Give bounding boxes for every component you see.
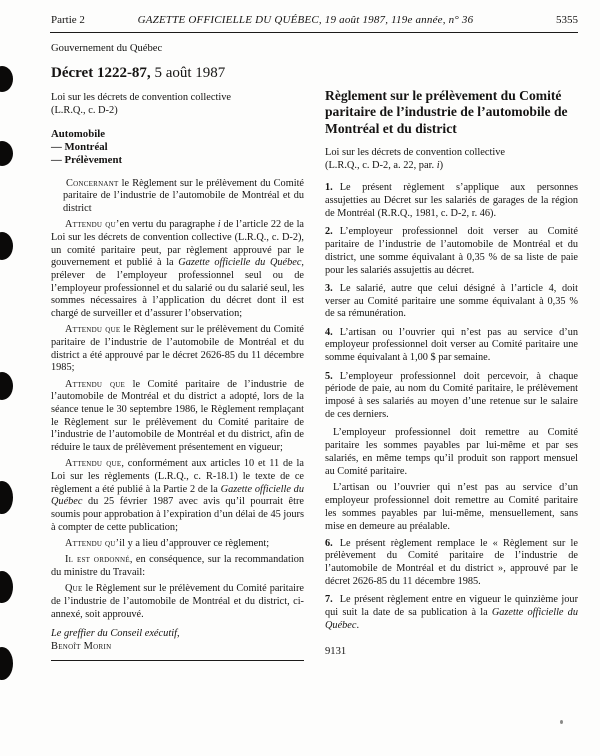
binding-mark-artifact bbox=[0, 481, 13, 514]
article-number: 4. bbox=[325, 326, 333, 338]
article bbox=[325, 226, 578, 277]
header-part-label: Partie 2 bbox=[51, 14, 85, 26]
recital-paragraph: Attendu que le Comité paritaire de l’industrie de l’automobile de Montréal et du district a adopté, lors de la séance tenue le 30 septembre 1986, le Règlement remplaçant le Règlement sur le prélèvement du Comité paritaire de l’industrie de l’automobile de Montréal et du district, afin de réduire le taux de prélèvement présentement en vigueur; bbox=[51, 378, 305, 454]
article-text: L’employeur professionnel doit verser au Comité paritaire de l’industrie de l’automobile de Montréal et du district, une somme équivalant à 0,35 % de sa liste de paie pour les salariés assujettis au décret. bbox=[325, 226, 578, 276]
binding-mark-artifact bbox=[0, 66, 13, 92]
article-number: 1. bbox=[325, 182, 333, 194]
article-text: Le présent règlement remplace le « Règlement sur le prélèvement du Comité paritaire de l’industrie de l’automobile de Montréal et du district », approuvé par le décret 2626-85 du 11 décembre 1985. bbox=[325, 537, 578, 588]
article-text: L’employeur professionnel doit percevoir, à chaque période de paie, au nom du Comité paritaire, le prélèvement imposé à ses salariés au moyen d’une retenue sur le salaire de ces derniers. bbox=[325, 370, 578, 420]
article bbox=[325, 594, 578, 632]
binding-mark-artifact bbox=[0, 647, 13, 680]
binding-mark-artifact bbox=[0, 232, 13, 260]
government-label: Gouvernement du Québec bbox=[51, 43, 163, 54]
decree-heading bbox=[51, 64, 304, 82]
decree-number: Décret 1222-87, bbox=[51, 65, 151, 81]
recital-paragraph: Attendu que le Règlement sur le prélèvement du Comité paritaire de l’industrie de l’automobile de Montréal et du district a été approuvé par le décret 2626-85 du 11 décembre 1985; bbox=[51, 324, 305, 374]
article-text: Le présent règlement entre en vigueur le quinzième jour qui suit la date de sa publication à la Gazette officielle du Québec. bbox=[325, 594, 578, 631]
header-rule bbox=[50, 32, 578, 33]
right-column bbox=[325, 88, 578, 657]
document-number: 9131 bbox=[325, 645, 347, 657]
law-reference-line: Loi sur les décrets de convention collective bbox=[51, 92, 232, 103]
recital-paragraph: Attendu qu’il y a lieu d’approuver ce règlement; bbox=[65, 538, 270, 550]
article-number: 5. bbox=[325, 370, 333, 382]
article bbox=[325, 327, 578, 365]
binding-mark-artifact bbox=[0, 372, 13, 400]
header-page-number: 5355 bbox=[556, 14, 578, 26]
signature-title: Le greffier du Conseil exécutif, bbox=[51, 628, 180, 640]
recital-paragraph: Que le Règlement sur le prélèvement du Comité paritaire de l’industrie de l’automobile de Montréal et du district, ci-annexé, soit approuvé. bbox=[51, 583, 304, 620]
article-continuation bbox=[325, 427, 578, 478]
article-number: 7. bbox=[325, 594, 333, 606]
regulation-law-reference bbox=[325, 146, 578, 172]
page-header bbox=[51, 14, 578, 26]
signatory-name: Benoît Morin bbox=[51, 641, 112, 653]
article bbox=[325, 371, 578, 422]
article bbox=[325, 182, 578, 220]
article-text: Le salarié, autre que celui désigné à l’article 4, doit verser au Comité paritaire une somme équivalant à 0,35 % de sa rémunération. bbox=[325, 282, 578, 320]
recital-paragraph: Attendu qu’en vertu du paragraphe i de l’article 22 de la Loi sur les décrets de convention collective (L.R.Q., c. D-2), un comité paritaire peut, par règlement approuvé par le gouvernement et publié à la Gazette officielle du Québec, prélever de l’employeur professionnel seul ou de l’employeur professionnel et du salarié ou du salarié seul, les sommes nécessaires à l’application du décret dont il est chargé de surveiller et d’assurer l’observation; bbox=[51, 219, 305, 320]
ink-speck-artifact bbox=[560, 720, 563, 724]
article bbox=[325, 283, 578, 321]
left-column bbox=[51, 64, 304, 661]
decree-date: 5 août 1987 bbox=[150, 65, 226, 81]
header-journal-title: GAZETTE OFFICIELLE DU QUÉBEC, 19 août 1987, 119e année, n° 36 bbox=[137, 14, 474, 26]
law-reference-line: (L.R.Q., c. D-2, a. 22, par. i) bbox=[325, 160, 444, 172]
article-number: 2. bbox=[325, 226, 333, 238]
subject-item: — Prélèvement bbox=[51, 154, 123, 167]
subject-item: — Montréal bbox=[51, 141, 108, 154]
binding-mark-artifact bbox=[0, 571, 13, 603]
subject-list bbox=[51, 128, 304, 168]
subject-item: Automobile bbox=[51, 128, 105, 140]
signature-block bbox=[51, 627, 304, 653]
regulation-title: Règlement sur le prélèvement du Comité paritaire de l’industrie de l’automobile de Montréal et du district bbox=[325, 88, 568, 136]
law-reference bbox=[51, 91, 304, 117]
article-text: L’artisan ou l’ouvrier qui n’est pas au service d’un employeur professionnel doit verser au Comité paritaire une somme équivalant à 1,00 $ par semaine. bbox=[325, 326, 578, 364]
binding-mark-artifact bbox=[0, 141, 13, 166]
recital-paragraph: Concernant le Règlement sur le prélèvement du Comité paritaire de l’industrie de l’automobile de Montréal et du district bbox=[63, 177, 304, 215]
article-text: L’employeur professionnel doit remettre au Comité paritaire les sommes payables par lui-même et par ses salariés, en même temps qu’il produit son rapport mensuel au Comité paritaire. bbox=[325, 427, 578, 477]
article-text: Le présent règlement s’applique aux personnes assujetties au Décret sur les salariés de garages de la région de Montréal (R.R.Q., 1981, c. D-2, r. 46). bbox=[325, 182, 578, 219]
recital-paragraph: Attendu que, conformément aux articles 10 et 11 de la Loi sur les règlements (L.R.Q., c. R-18.1) le texte de ce règlement a été publié à la Partie 2 de la Gazette officielle du Québec du 25 février 1987 avec avis qu’il pourrait être soumis pour approbation à l’expiration d’un délai de 45 jours à compter de cette publication; bbox=[51, 458, 304, 533]
law-reference-line: Loi sur les décrets de convention collective bbox=[325, 147, 506, 159]
article-number: 3. bbox=[325, 282, 333, 294]
article-continuation bbox=[325, 482, 578, 533]
article-text: L’artisan ou l’ouvrier qui n’est pas au service d’un employeur professionnel doit remettre au Comité paritaire les sommes payables par lui-même, mensuellement, sans mise en demeure au préalable. bbox=[325, 482, 578, 532]
column-divider-rule bbox=[51, 660, 304, 661]
article bbox=[325, 538, 578, 589]
article-number: 6. bbox=[325, 537, 333, 549]
law-reference-line: (L.R.Q., c. D-2) bbox=[51, 105, 118, 116]
recital-paragraph: Il est ordonné, en conséquence, sur la recommandation du ministre du Travail: bbox=[51, 554, 304, 578]
